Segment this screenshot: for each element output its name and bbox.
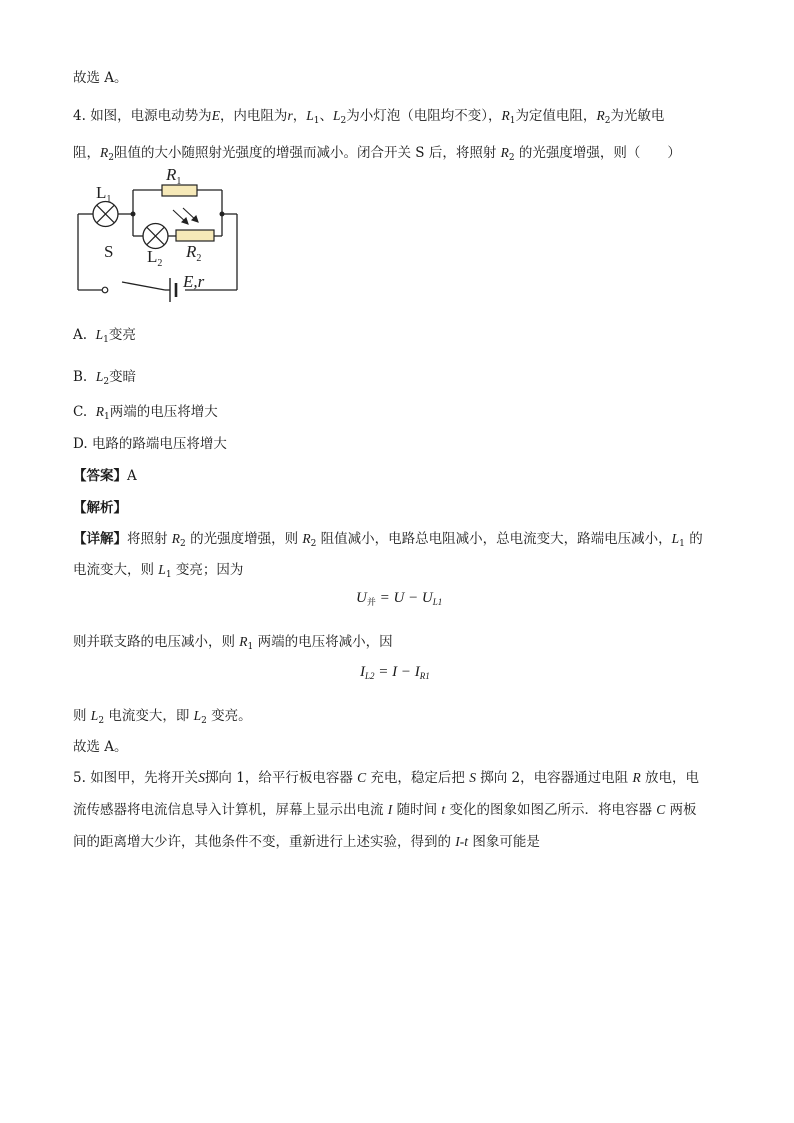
lamp-L2-icon [143, 224, 168, 249]
label-R1: $R_1$ [166, 165, 182, 187]
option-a: A. $L_1$变亮 [73, 327, 136, 345]
label-Er: E,r [183, 272, 205, 291]
q4-stem-line1: 4. 如图，电源电动势为E，内电阻为r，$L_1$、$L_2$为小灯泡（电阻均不变），$R_1$为定值电阻，$R_2$为光敏电 [73, 108, 665, 126]
q5-line1: 5. 如图甲，先将开关S掷向 1，给平行板电容器 C 充电，稳定后把 S 掷向 2，电容器通过电阻 R 放电，电 [73, 770, 699, 786]
analysis-tag: 【解析】 [73, 500, 127, 516]
equation-1: $U_并 = U - U_{L1}$ [356, 590, 443, 607]
line-after-eq2: 则 $L_2$ 电流变大，即 $L_2$ 变亮。 [73, 708, 252, 726]
answer-line [73, 464, 137, 484]
answer-tag: 【答案】 [73, 468, 127, 484]
line-after-eq1: 则并联支路的电压减小，则 $R_1$ 两端的电压将减小，因 [73, 634, 393, 652]
label-L2: $L_2$ [147, 247, 163, 269]
option-b: B. $L_2$变暗 [73, 369, 137, 387]
detail-line1: 【详解】将照射 $R_2$ 的光强度增强，则 $R_2$ 阻值减小，电路总电阻减小，总电流变大，路端电压减小，$L_1$ 的 [73, 531, 703, 549]
junction-dot [131, 212, 136, 217]
detail-line2: 电流变大，则 $L_1$ 变亮；因为 [73, 562, 244, 580]
junction-dot [220, 212, 225, 217]
equation-2: $I_{L2} = I - I_{R1}$ [360, 664, 430, 681]
switch-icon [102, 287, 108, 293]
label-S: S [104, 242, 114, 261]
option-d: D. 电路的路端电压将增大 [73, 436, 227, 452]
photoresistor-R2-icon [176, 230, 214, 241]
detail-tag: 【详解】 [73, 531, 127, 547]
q5-number: 5. [73, 770, 86, 786]
light-arrows-icon [173, 208, 198, 224]
answer-value: A [127, 468, 137, 484]
label-R2: $R_2$ [186, 242, 202, 264]
label-L1: $L_1$ [96, 183, 112, 205]
q4-conclusion: 故选 A。 [73, 739, 128, 755]
prev-conclusion: 故选 A。 [73, 70, 128, 86]
battery-icon [170, 278, 176, 302]
q5-line3: 间的距离增大少许，其他条件不变，重新进行上述实验，得到的 I-t 图象可能是 [73, 834, 540, 850]
q4-number: 4. [73, 108, 86, 124]
option-c: C. $R_1$两端的电压将增大 [73, 404, 218, 422]
q4-stem-line2: 阻，$R_2$阻值的大小随照射光强度的增强而减小。闭合开关 S 后，将照射 $R_2$ 的光强度增强，则（ ） [73, 145, 681, 163]
lamp-L1-icon [93, 202, 118, 227]
q5-line2: 流传感器将电流信息导入计算机，屏幕上显示出电流 I 随时间 t 变化的图象如图乙所示．将电容器 C 两板 [73, 802, 697, 818]
circuit-diagram [70, 160, 250, 308]
